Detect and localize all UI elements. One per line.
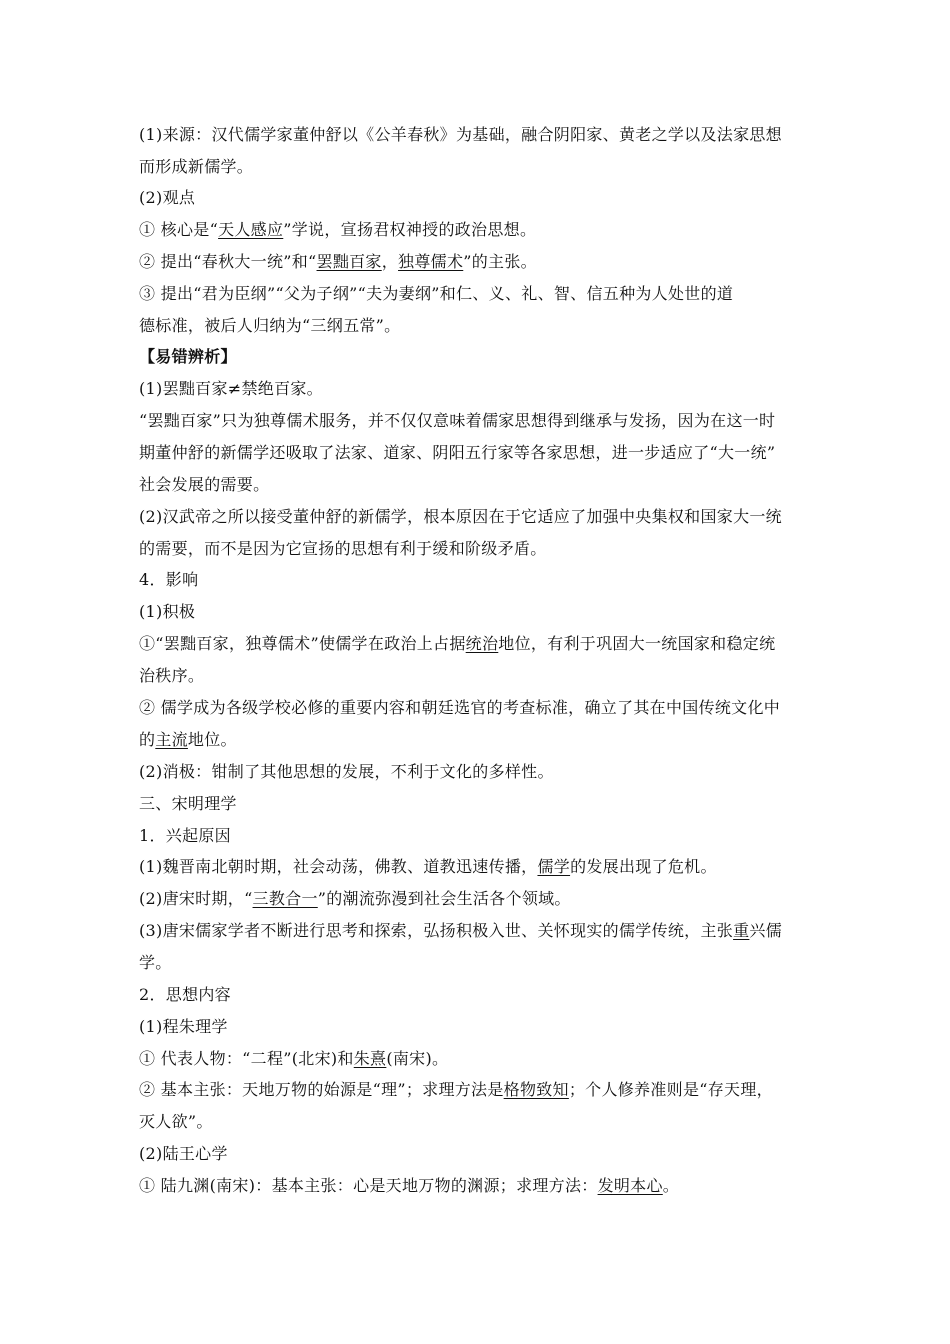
text-line	[139, 1176, 829, 1198]
line-text: ③ 提出“君为臣纲”“父为子纲”“夫为妻纲”和仁、义、礼、智、信五种为人处世的道	[139, 284, 734, 303]
line-text: 三、宋明理学	[139, 794, 237, 813]
line-text: 治秩序。	[139, 666, 205, 685]
text-line	[139, 570, 829, 592]
underlined-term: 三教合一	[252, 889, 318, 908]
line-text: ① 核心是“	[139, 220, 219, 239]
line-text: 。	[662, 1176, 680, 1195]
text-line	[139, 507, 829, 529]
line-text: (1)罢黜百家≠禁绝百家。	[139, 379, 323, 398]
line-text: ① 代表人物：“二程”(北宋)和	[139, 1049, 354, 1068]
text-line	[139, 411, 829, 433]
text-line	[139, 475, 829, 497]
line-text: 德标准，被后人归纳为“三纲五常”。	[139, 316, 401, 335]
text-line	[139, 634, 829, 656]
line-text: 地位。	[187, 730, 237, 749]
section-heading	[139, 347, 829, 369]
line-text: (南宋)。	[386, 1049, 449, 1068]
line-text: (2)唐宋时期，“	[139, 889, 253, 908]
text-line	[139, 762, 829, 784]
text-line	[139, 1017, 829, 1039]
text-line	[139, 316, 829, 338]
line-text: 的需要，而不是因为它宣扬的思想有利于缓和阶级矛盾。	[139, 539, 547, 558]
text-line	[139, 953, 829, 975]
line-text: ①“罢黜百家，独尊儒术”使儒学在政治上占据	[139, 634, 466, 653]
line-text: 地位，有利于巩固大一统国家和稳定统	[498, 634, 776, 653]
line-text: ”学说，宣扬君权神授的政治思想。	[283, 220, 537, 239]
text-line	[139, 188, 829, 210]
line-text: 兴儒	[749, 921, 782, 940]
text-line	[139, 985, 829, 1007]
line-text: (1)积极	[139, 602, 196, 621]
line-text: 【易错辨析】	[139, 347, 237, 366]
line-text: ② 提出“春秋大一统”和“	[139, 252, 317, 271]
text-line	[139, 921, 829, 943]
text-line	[139, 539, 829, 561]
underlined-term: 儒学	[537, 857, 571, 876]
text-line	[139, 1049, 829, 1071]
text-line	[139, 730, 829, 752]
text-line	[139, 379, 829, 401]
line-text: 灭人欲”。	[139, 1112, 213, 1131]
line-text: (3)唐宋儒家学者不断进行思考和探索，弘扬积极入世、关怀现实的儒学传统，主张	[139, 921, 734, 940]
line-text: (2)消极：钳制了其他思想的发展，不利于文化的多样性。	[139, 762, 554, 781]
line-text: (2)汉武帝之所以接受董仲舒的新儒学，根本原因在于它适应了加强中央集权和国家大一统	[139, 507, 782, 526]
text-line	[139, 794, 829, 816]
text-line	[139, 157, 829, 179]
line-text: ，	[381, 252, 399, 271]
text-line	[139, 698, 829, 720]
line-text: 期董仲舒的新儒学还吸取了法家、道家、阴阳五行家等各家思想，进一步适应了“大一统”	[139, 443, 776, 462]
text-line	[139, 889, 829, 911]
line-text: ；个人修养准则是“存天理，	[568, 1080, 773, 1099]
line-text: ”的主张。	[463, 252, 537, 271]
line-text: ”的潮流弥漫到社会生活各个领域。	[317, 889, 571, 908]
text-line	[139, 1080, 829, 1102]
line-text: 而形成新儒学。	[139, 157, 254, 176]
line-text: 的	[139, 730, 156, 749]
line-text: 学。	[139, 953, 172, 972]
text-line	[139, 857, 829, 879]
line-text: 2．思想内容	[139, 985, 231, 1004]
line-text: (2)陆王心学	[139, 1144, 228, 1163]
underlined-term: 主流	[155, 730, 188, 749]
text-line	[139, 666, 829, 688]
line-text: 4．影响	[139, 570, 199, 589]
line-text: 1．兴起原因	[139, 826, 231, 845]
line-text: (1)魏晋南北朝时期，社会动荡，佛教、道教迅速传播，	[139, 857, 538, 876]
underlined-term: 格物致知	[503, 1080, 569, 1099]
text-line	[139, 284, 829, 306]
underlined-term: 天人感应	[218, 220, 284, 239]
line-text: 的发展出现了危机。	[570, 857, 717, 876]
line-text: 社会发展的需要。	[139, 475, 270, 494]
line-text: (1)来源：汉代儒学家董仲舒以《公羊春秋》为基础，融合阴阳家、黄老之学以及法家思想	[139, 125, 782, 144]
text-line	[139, 252, 829, 274]
underlined-term: 独尊儒术	[398, 252, 464, 271]
line-text: “罢黜百家”只为独尊儒术服务，并不仅仅意味着儒家思想得到继承与发扬，因为在这一时	[139, 411, 776, 430]
text-line	[139, 1112, 829, 1134]
line-text: ① 陆九渊(南宋)：基本主张：心是天地万物的渊源；求理方法：	[139, 1176, 598, 1195]
line-text: ② 基本主张：天地万物的始源是“理”；求理方法是	[139, 1080, 504, 1099]
text-line	[139, 125, 829, 147]
line-text: (1)程朱理学	[139, 1017, 228, 1036]
text-line	[139, 826, 829, 848]
text-line	[139, 1144, 829, 1166]
underlined-term: 重	[733, 921, 750, 940]
underlined-term: 朱熹	[353, 1049, 387, 1068]
text-line	[139, 443, 829, 465]
line-text: ② 儒学成为各级学校必修的重要内容和朝廷选官的考查标准，确立了其在中国传统文化中	[139, 698, 781, 717]
text-line	[139, 220, 829, 242]
line-text: (2)观点	[139, 188, 196, 207]
text-line	[139, 602, 829, 624]
underlined-term: 统治	[465, 634, 499, 653]
underlined-term: 发明本心	[597, 1176, 663, 1195]
underlined-term: 罢黜百家	[316, 252, 382, 271]
